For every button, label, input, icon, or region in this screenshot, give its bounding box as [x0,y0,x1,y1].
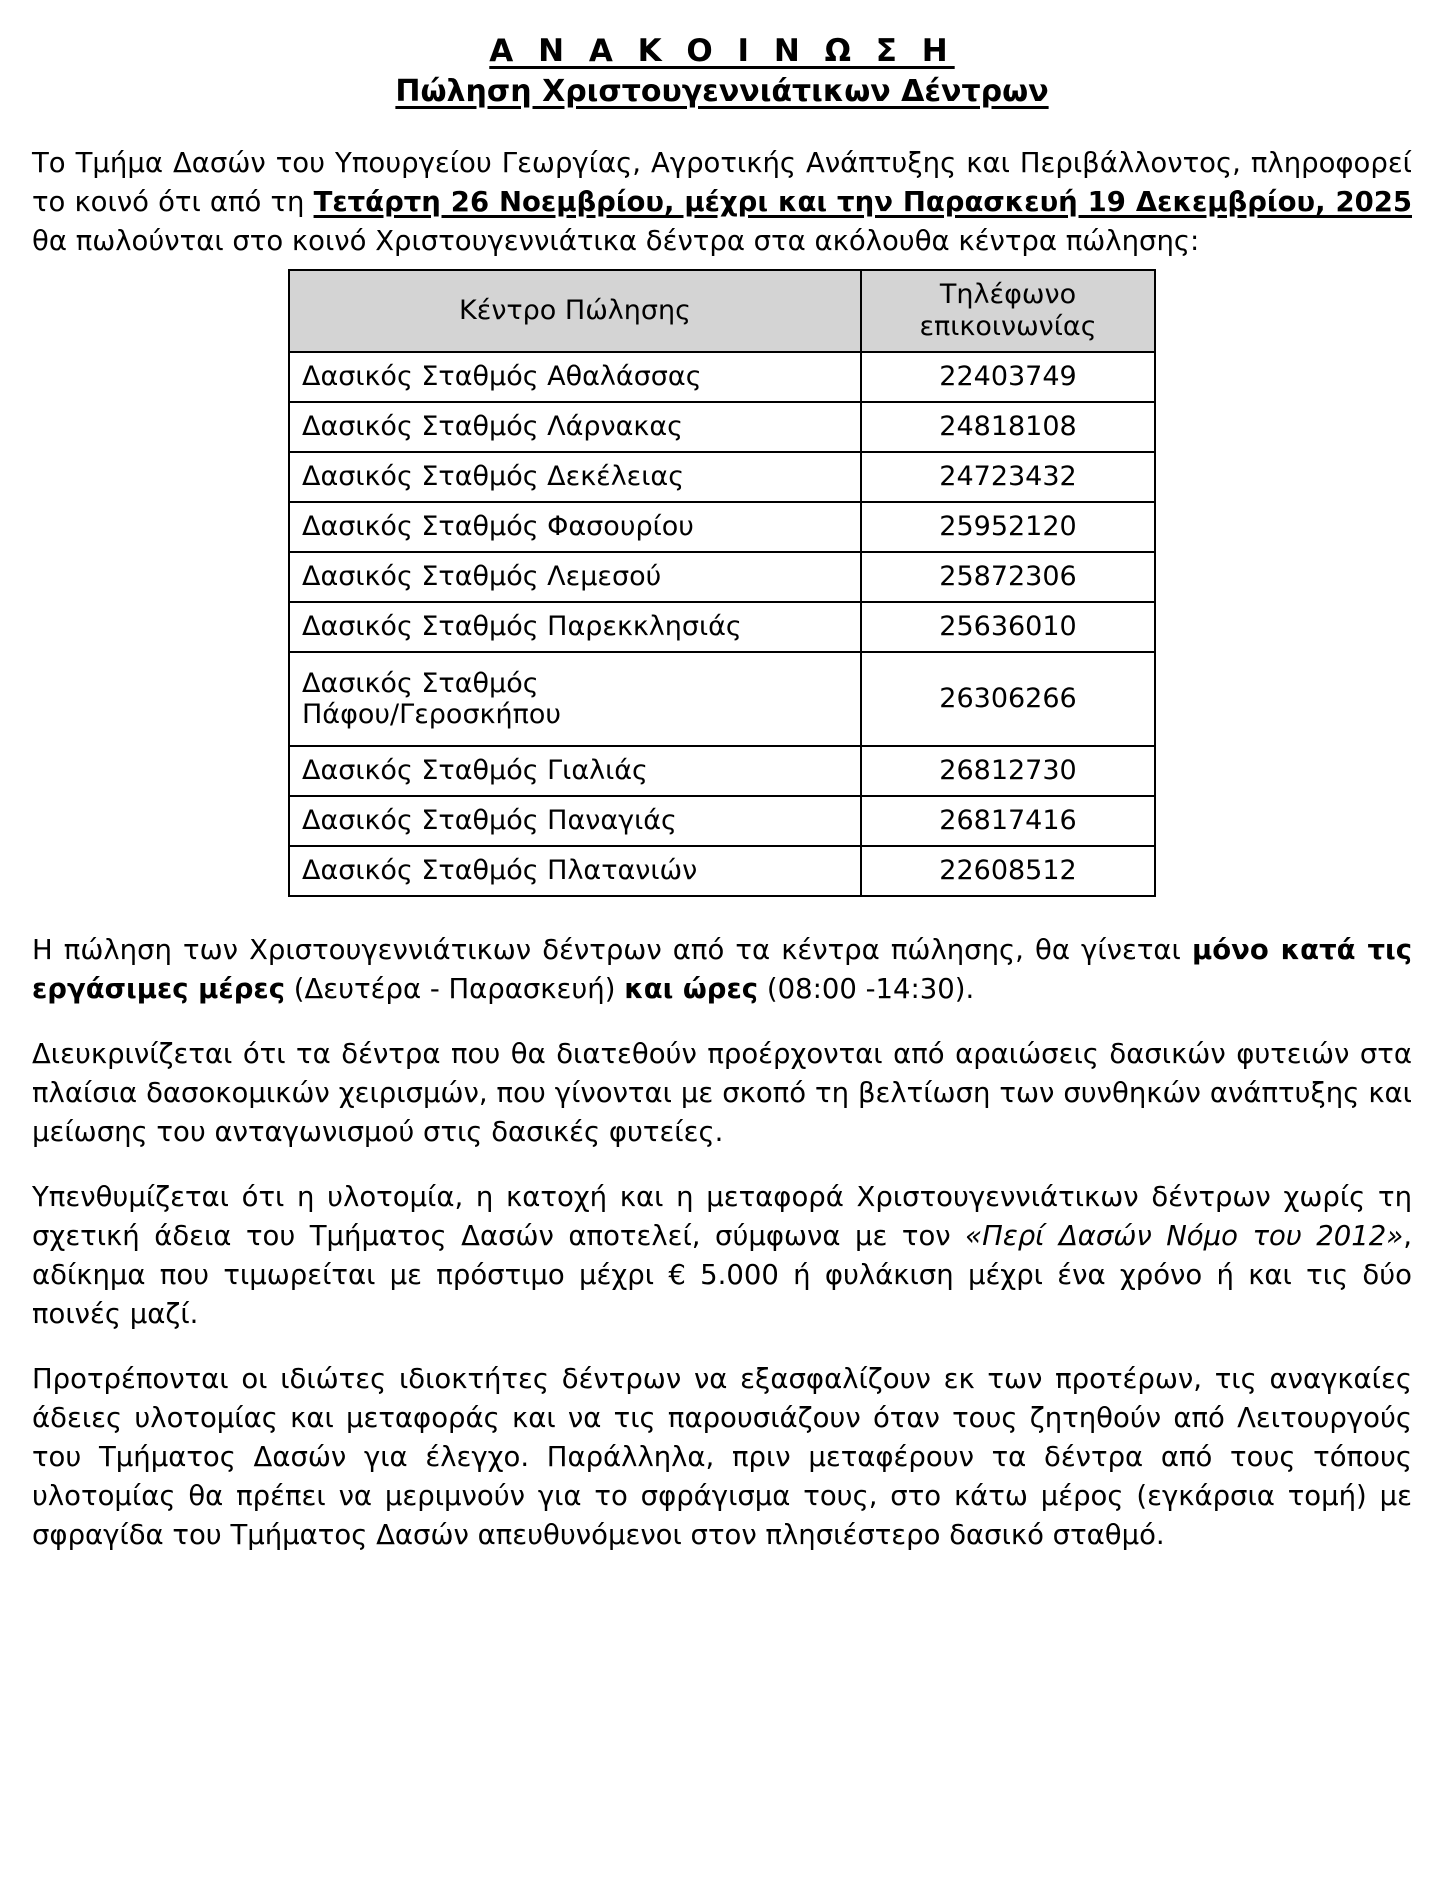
intro-part1: Το Τμήμα Δασών του Υπουργείου Γεωργίας, Αγροτικής Ανάπτυξης και Περιβάλλοντος, πληροφορεί το κοινό ότι από τη [32,146,1412,218]
intro-part2: θα πωλούνται στο κοινό Χριστουγεννιάτικα δέντρα στα ακόλουθα κέντρα πώλησης: [32,224,1200,257]
table-head [289,270,1155,352]
cell-center-name: Δασικός Σταθμός Αθαλάσσας [289,352,861,402]
cell-phone: 22608512 [861,846,1155,896]
intro-paragraph [32,144,1412,261]
table-row [289,652,1155,746]
hours-part2: (Δευτέρα - Παρασκευή) [285,972,625,1005]
hours-paragraph [32,931,1412,1009]
owners-paragraph: Προτρέπονται οι ιδιώτες ιδιοκτήτες δέντρων να εξασφαλίζουν εκ των προτέρων, τις αναγκαίες άδειες υλοτομίας και μεταφοράς και να τις παρουσιάζουν όταν τους ζητηθούν από Λειτουργούς του Τμήματος Δασών για έλεγχο. Παράλληλα, πριν μεταφέρουν τα δέντρα από τους τόπους υλοτομίας θα πρέπει να μεριμνούν για το σφράγισμα τους, στο κάτω μέρος (εγκάρσια τομή) με σφραγίδα του Τμήματος Δασών απευθυνόμενοι στον πλησιέστερο δασικό σταθμό. [32,1363,1412,1552]
hours-part3: (08:00 -14:30). [758,972,975,1005]
table-row [289,552,1155,602]
penalty-law-title: «Περί Δασών Νόμο του 2012» [965,1220,1404,1253]
header-phone-line2: επικοινωνίας [919,310,1097,342]
page-title-text: Α Ν Α Κ Ο Ι Ν Ω Σ Η [489,33,955,69]
table-row [289,502,1155,552]
header-center-name: Κέντρο Πώλησης [289,270,861,352]
cell-center-name: Δασικός Σταθμός Γιαλιάς [289,746,861,796]
table-row [289,602,1155,652]
table-body [289,352,1155,896]
hours-bold-workdays: μόνο κατά τις εργάσιμες μέρες [32,933,1413,1005]
sales-centers-table [288,269,1156,897]
cell-phone: 24818108 [861,402,1155,452]
cell-phone: 25952120 [861,502,1155,552]
cell-center-name [289,652,861,746]
header-phone [861,270,1155,352]
table-header-row [289,270,1155,352]
table-row [289,402,1155,452]
hours-part1: Η πώληση των Χριστουγεννιάτικων δέντρων από τα κέντρα πώλησης, θα γίνεται [32,933,1192,966]
intro-date-range: Τετάρτη 26 Νοεμβρίου, μέχρι και την Παρασκευή 19 Δεκεμβρίου, 2025 [313,185,1412,218]
page-subtitle [32,74,1412,110]
cell-center-name: Δασικός Σταθμός Δεκέλειας [289,452,861,502]
table-row [289,452,1155,502]
table-row [289,352,1155,402]
cell-center-name: Δασικός Σταθμός Παρεκκλησιάς [289,602,861,652]
cell-center-name: Δασικός Σταθμός Παναγιάς [289,796,861,846]
penalty-paragraph [32,1178,1412,1334]
cell-center-name: Δασικός Σταθμός Φασουρίου [289,502,861,552]
cell-center-name: Δασικός Σταθμός Πλατανιών [289,846,861,896]
table-row [289,846,1155,896]
cell-phone: 22403749 [861,352,1155,402]
cell-center-name: Δασικός Σταθμός Λάρνακας [289,402,861,452]
cell-phone: 26812730 [861,746,1155,796]
hours-bold-hours: και ώρες [624,972,759,1005]
thinning-paragraph: Διευκρινίζεται ότι τα δέντρα που θα διατεθούν προέρχονται από αραιώσεις δασικών φυτειών στα πλαίσια δασοκομικών χειρισμών, που γίνονται με σκοπό τη βελτίωση των συνθηκών ανάπτυξης και μείωσης του ανταγωνισμού στις δασικές φυτείες. [32,1037,1412,1148]
cell-center-name-line1: Δασικός Σταθμός [302,667,539,699]
penalty-part2: , αδίκημα που τιμωρείται με πρόστιμο μέχρι € 5.000 ή φυλάκιση μέχρι ένα χρόνο ή και τις δύο ποινές μαζί. [32,1220,1412,1331]
cell-center-name: Δασικός Σταθμός Λεμεσού [289,552,861,602]
header-phone-line1: Τηλέφωνο [939,279,1077,311]
cell-phone: 26817416 [861,796,1155,846]
cell-center-name-line2: Πάφου/Γεροσκήπου [302,698,561,730]
page-subtitle-text: Πώληση Χριστουγεννιάτικων Δέντρων [395,73,1049,109]
penalty-part1: Υπενθυμίζεται ότι η υλοτομία, η κατοχή και η μεταφορά Χριστουγεννιάτικων δέντρων χωρίς τη σχετική άδεια του Τμήματος Δασών αποτελεί, σύμφωνα με τον [32,1181,1412,1253]
page-title [32,34,1412,70]
table-row [289,796,1155,846]
cell-phone: 26306266 [861,652,1155,746]
table-row [289,746,1155,796]
cell-phone: 25636010 [861,602,1155,652]
cell-phone: 24723432 [861,452,1155,502]
cell-phone: 25872306 [861,552,1155,602]
sales-centers-table-wrapper [32,269,1412,897]
